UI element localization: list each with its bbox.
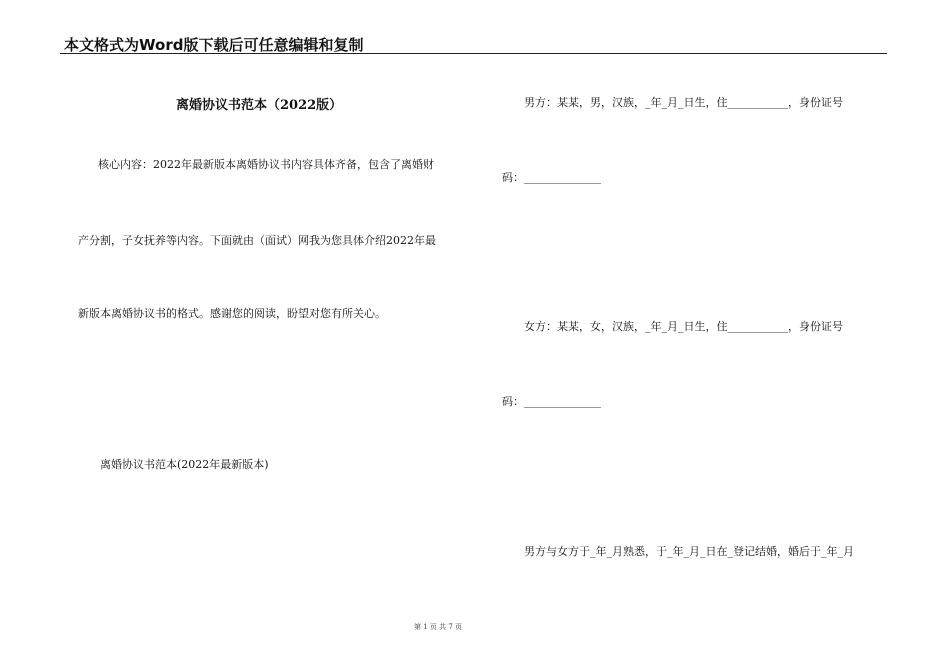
intro-line-3: 新版本离婚协议书的格式。感谢您的阅读，盼望对您有所关心。: [78, 307, 386, 320]
wife-line-1: 女方：某某，女，汉族，_年_月_日生，住___________，身份证号: [524, 320, 843, 333]
marriage-line: 男方与女方于_年_月熟悉，于_年_月_日在_登记结婚，婚后于_年_月: [524, 545, 854, 558]
header-title: 本文格式为Word版下载后可任意编辑和复制: [64, 36, 364, 54]
header-divider: [60, 53, 887, 54]
intro-line-2: 产分割，子女抚养等内容。下面就由（面试）网我为您具体介绍2022年最: [78, 234, 436, 247]
husband-line-1: 男方：某某，男，汉族，_年_月_日生，住___________，身份证号: [524, 96, 843, 109]
husband-line-2: 码：______________: [502, 171, 601, 184]
intro-line-1: 核心内容：2022年最新版本离婚协议书内容具体齐备，包含了离婚财: [98, 158, 434, 171]
document-title: 离婚协议书范本（2022版）: [176, 98, 343, 113]
section-heading: 离婚协议书范本(2022年最新版本): [100, 458, 269, 471]
wife-line-2: 码：______________: [502, 395, 601, 408]
page-number: 第 1 页 共 7 页: [414, 623, 463, 631]
